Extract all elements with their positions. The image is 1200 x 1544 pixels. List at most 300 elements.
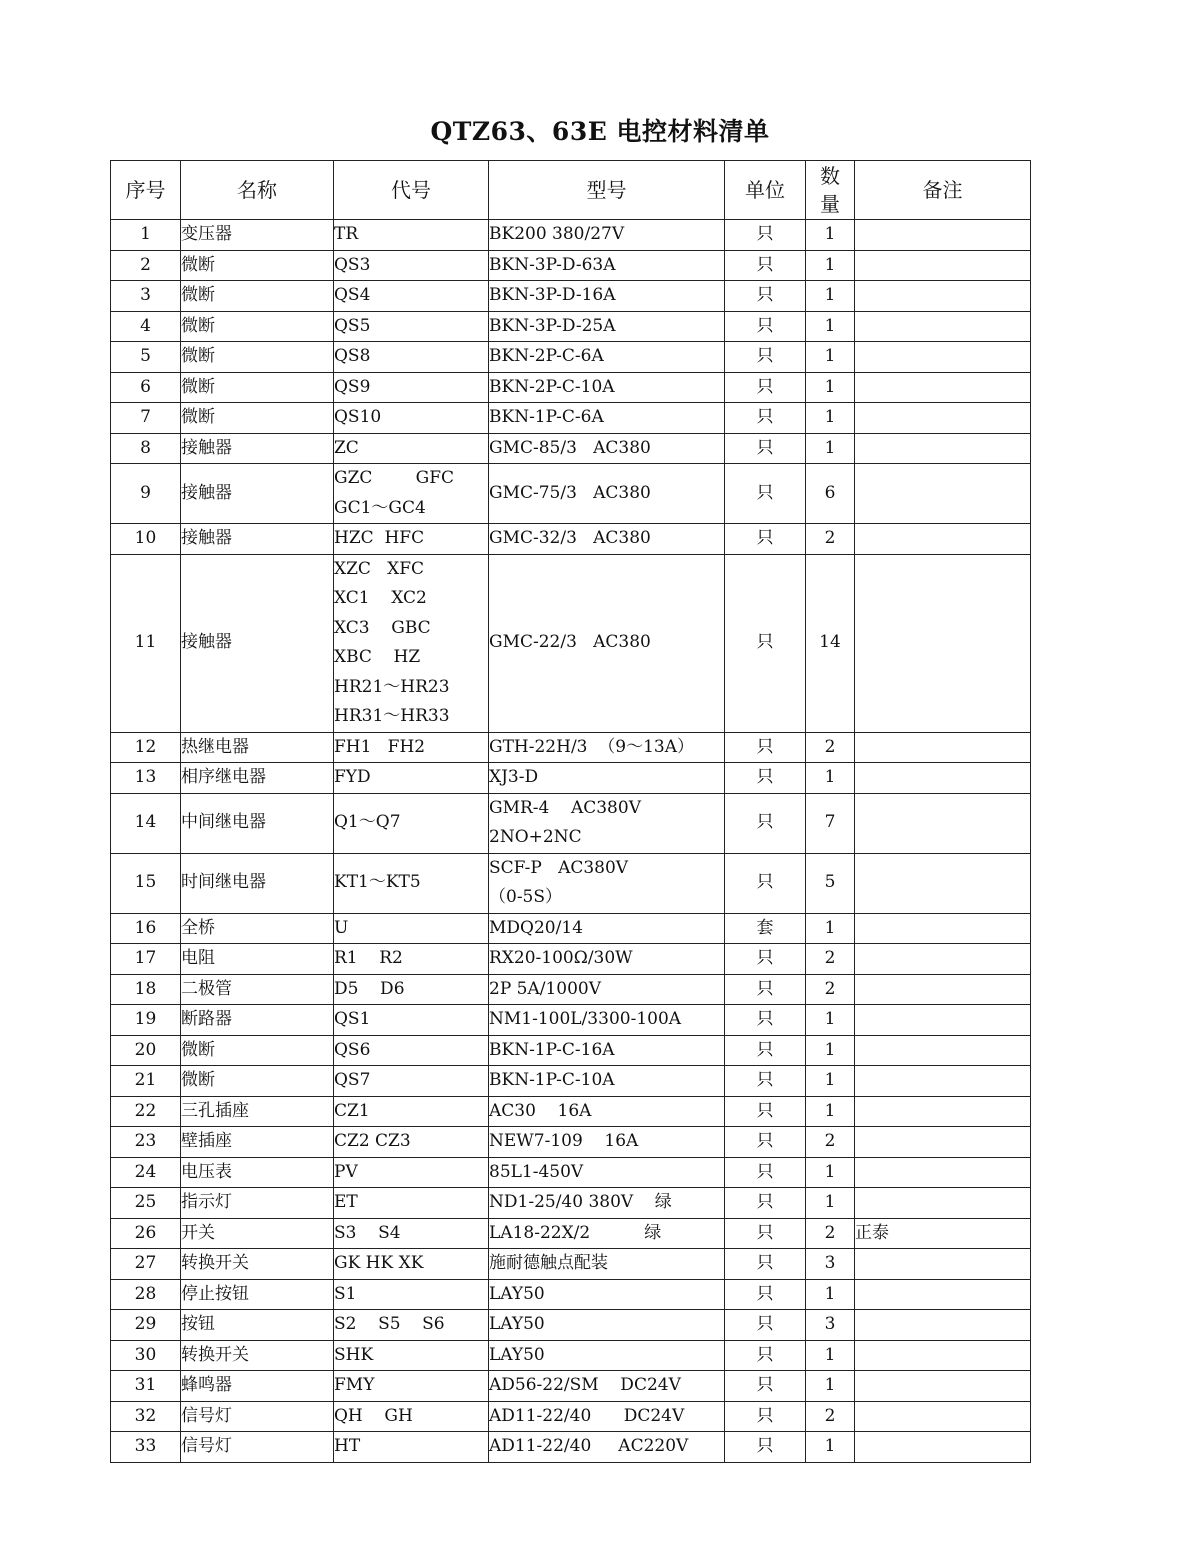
cell-note	[855, 554, 1031, 732]
header-note: 备注	[855, 161, 1031, 220]
cell-model	[489, 1096, 725, 1127]
cell-model	[489, 1005, 725, 1036]
cell-unit: 只	[725, 1279, 806, 1310]
cell-model-line: LAY50	[489, 1314, 545, 1334]
cell-name: 开关	[181, 1218, 334, 1249]
cell-model	[489, 1188, 725, 1219]
cell-model	[489, 1035, 725, 1066]
cell-model-line: BKN-1P-C-16A	[489, 1039, 615, 1060]
cell-code-line: XC1 XC2	[334, 588, 427, 608]
cell-model-line: BK200 380/27V	[489, 224, 625, 244]
cell-name: 断路器	[181, 1005, 334, 1036]
cell-name: 微断	[181, 1035, 334, 1066]
cell-note	[855, 944, 1031, 975]
table-row	[111, 1279, 1031, 1310]
cell-code-line: XZC XFC	[334, 558, 425, 579]
cell-name: 相序继电器	[181, 763, 334, 794]
cell-unit: 只	[725, 250, 806, 281]
cell-model	[489, 1218, 725, 1249]
header-qty: 数 量	[806, 161, 855, 220]
table-row	[111, 1188, 1031, 1219]
cell-note	[855, 1157, 1031, 1188]
cell-code	[334, 1340, 489, 1371]
cell-seq: 15	[111, 853, 181, 913]
cell-code-line: U	[334, 917, 349, 938]
cell-note	[855, 974, 1031, 1005]
cell-code	[334, 1157, 489, 1188]
cell-seq: 30	[111, 1340, 181, 1371]
table-row	[111, 944, 1031, 975]
cell-note	[855, 1279, 1031, 1310]
cell-seq: 7	[111, 403, 181, 434]
cell-note	[855, 1371, 1031, 1402]
cell-seq: 16	[111, 913, 181, 944]
cell-model-line: AD11-22/40 DC24V	[489, 1405, 685, 1426]
cell-unit: 只	[725, 524, 806, 555]
cell-note	[855, 342, 1031, 373]
cell-seq: 13	[111, 763, 181, 794]
cell-unit: 只	[725, 853, 806, 913]
cell-model-line: BKN-2P-C-6A	[489, 346, 604, 366]
cell-model	[489, 1157, 725, 1188]
cell-name: 二极管	[181, 974, 334, 1005]
cell-note	[855, 1340, 1031, 1371]
table-row	[111, 1005, 1031, 1036]
table-row	[111, 464, 1031, 524]
cell-note	[855, 853, 1031, 913]
cell-seq: 27	[111, 1249, 181, 1280]
cell-qty: 1	[806, 913, 855, 944]
cell-seq: 25	[111, 1188, 181, 1219]
cell-code-line: SHK	[334, 1344, 374, 1365]
cell-note	[855, 403, 1031, 434]
table-row	[111, 281, 1031, 312]
cell-unit: 只	[725, 1432, 806, 1463]
header-unit: 单位	[725, 161, 806, 220]
cell-model	[489, 974, 725, 1005]
cell-code	[334, 372, 489, 403]
cell-qty: 1	[806, 1157, 855, 1188]
header-seq: 序号	[111, 161, 181, 220]
table-row	[111, 311, 1031, 342]
table-row	[111, 220, 1031, 251]
cell-name: 微断	[181, 281, 334, 312]
cell-model-line: BKN-3P-D-63A	[489, 254, 616, 275]
cell-seq: 24	[111, 1157, 181, 1188]
table-row	[111, 1371, 1031, 1402]
cell-unit: 只	[725, 403, 806, 434]
cell-code	[334, 793, 489, 853]
cell-model	[489, 250, 725, 281]
cell-qty: 1	[806, 1005, 855, 1036]
cell-seq: 5	[111, 342, 181, 373]
cell-unit: 只	[725, 1310, 806, 1341]
cell-model-line: 2NO+2NC	[489, 827, 582, 847]
cell-code	[334, 1279, 489, 1310]
table-row	[111, 793, 1031, 853]
header-name: 名称	[181, 161, 334, 220]
cell-note	[855, 1066, 1031, 1097]
cell-model	[489, 1249, 725, 1280]
cell-name: 壁插座	[181, 1127, 334, 1158]
cell-code-line: GK HK XK	[334, 1253, 424, 1273]
cell-seq: 14	[111, 793, 181, 853]
cell-model-line: （0-5S）	[489, 887, 563, 907]
table-body	[111, 220, 1031, 1463]
cell-model	[489, 732, 725, 763]
cell-code	[334, 1432, 489, 1463]
cell-name: 微断	[181, 372, 334, 403]
cell-name: 接触器	[181, 464, 334, 524]
cell-seq: 32	[111, 1401, 181, 1432]
cell-note: 正泰	[855, 1218, 1031, 1249]
cell-model	[489, 1432, 725, 1463]
table-header-row	[111, 161, 1031, 220]
cell-unit: 只	[725, 1218, 806, 1249]
table-row	[111, 372, 1031, 403]
table-row	[111, 1035, 1031, 1066]
cell-code	[334, 1310, 489, 1341]
cell-note	[855, 464, 1031, 524]
cell-code	[334, 1218, 489, 1249]
cell-note	[855, 1401, 1031, 1432]
cell-model-line: GMR-4 AC380V	[489, 797, 641, 818]
cell-code	[334, 732, 489, 763]
table-row	[111, 913, 1031, 944]
cell-model	[489, 1127, 725, 1158]
table-row	[111, 853, 1031, 913]
table-row	[111, 250, 1031, 281]
cell-model-line: LA18-22X/2 绿	[489, 1222, 662, 1243]
cell-model	[489, 1066, 725, 1097]
cell-qty: 14	[806, 554, 855, 732]
cell-name: 信号灯	[181, 1432, 334, 1463]
cell-seq: 23	[111, 1127, 181, 1158]
cell-code-line: QS4	[334, 285, 371, 305]
cell-name: 转换开关	[181, 1340, 334, 1371]
cell-seq: 31	[111, 1371, 181, 1402]
cell-seq: 33	[111, 1432, 181, 1463]
cell-name: 电压表	[181, 1157, 334, 1188]
cell-code	[334, 220, 489, 251]
table-row	[111, 342, 1031, 373]
cell-qty: 1	[806, 220, 855, 251]
cell-name: 微断	[181, 311, 334, 342]
table-row	[111, 1218, 1031, 1249]
cell-code-line: PV	[334, 1161, 358, 1182]
cell-code	[334, 1096, 489, 1127]
cell-qty: 1	[806, 372, 855, 403]
table-row	[111, 1310, 1031, 1341]
cell-model	[489, 853, 725, 913]
cell-model	[489, 464, 725, 524]
cell-seq: 9	[111, 464, 181, 524]
cell-qty: 2	[806, 732, 855, 763]
cell-model	[489, 372, 725, 403]
cell-code	[334, 524, 489, 555]
cell-code	[334, 1066, 489, 1097]
cell-name: 停止按钮	[181, 1279, 334, 1310]
header-code: 代号	[334, 161, 489, 220]
cell-qty: 2	[806, 944, 855, 975]
cell-model	[489, 342, 725, 373]
cell-qty: 1	[806, 342, 855, 373]
cell-model	[489, 220, 725, 251]
header-model: 型号	[489, 161, 725, 220]
cell-model	[489, 944, 725, 975]
cell-code	[334, 250, 489, 281]
cell-qty: 3	[806, 1249, 855, 1280]
cell-qty: 2	[806, 974, 855, 1005]
cell-code-line: TR	[334, 224, 359, 244]
cell-unit: 只	[725, 1249, 806, 1280]
cell-unit: 只	[725, 1127, 806, 1158]
cell-note	[855, 1188, 1031, 1219]
cell-code-line: ZC	[334, 437, 359, 458]
cell-code-line: XBC HZ	[334, 647, 421, 667]
cell-code	[334, 311, 489, 342]
cell-note	[855, 913, 1031, 944]
cell-seq: 28	[111, 1279, 181, 1310]
cell-code-line: FYD	[334, 767, 371, 787]
cell-code	[334, 763, 489, 794]
cell-unit: 只	[725, 464, 806, 524]
cell-model-line: RX20-100Ω/30W	[489, 948, 633, 968]
table-row	[111, 554, 1031, 732]
cell-note	[855, 732, 1031, 763]
cell-unit: 只	[725, 944, 806, 975]
table-row	[111, 1401, 1031, 1432]
cell-note	[855, 524, 1031, 555]
cell-model-line: BKN-1P-C-6A	[489, 407, 604, 427]
cell-model	[489, 1279, 725, 1310]
cell-code-line: D5 D6	[334, 978, 405, 999]
cell-code	[334, 1371, 489, 1402]
cell-code-line: R1 R2	[334, 948, 403, 968]
cell-seq: 26	[111, 1218, 181, 1249]
cell-unit: 只	[725, 220, 806, 251]
cell-qty: 1	[806, 1371, 855, 1402]
cell-name: 时间继电器	[181, 853, 334, 913]
cell-code-line: QS5	[334, 315, 371, 336]
cell-note	[855, 433, 1031, 464]
cell-code-line: GZC GFC	[334, 468, 455, 488]
cell-qty: 1	[806, 1066, 855, 1097]
cell-qty: 1	[806, 1432, 855, 1463]
cell-name: 全桥	[181, 913, 334, 944]
cell-qty: 2	[806, 524, 855, 555]
cell-qty: 1	[806, 763, 855, 794]
table-row	[111, 403, 1031, 434]
cell-name: 微断	[181, 250, 334, 281]
cell-code-line: ET	[334, 1192, 358, 1212]
cell-model-line: GMC-22/3 AC380	[489, 632, 651, 653]
cell-unit: 只	[725, 1371, 806, 1402]
cell-code-line: HR21～HR23	[334, 676, 450, 697]
cell-note	[855, 1035, 1031, 1066]
cell-seq: 21	[111, 1066, 181, 1097]
cell-qty: 1	[806, 403, 855, 434]
cell-code-line: HZC HFC	[334, 528, 425, 548]
cell-code-line: HR31～HR33	[334, 706, 450, 726]
cell-model-line: ND1-25/40 380V 绿	[489, 1192, 672, 1212]
cell-code-line: QS1	[334, 1009, 371, 1029]
cell-qty: 6	[806, 464, 855, 524]
cell-model-line: NM1-100L/3300-100A	[489, 1009, 682, 1029]
cell-note	[855, 1005, 1031, 1036]
cell-name: 热继电器	[181, 732, 334, 763]
cell-model-line: GMC-32/3 AC380	[489, 528, 651, 548]
cell-unit: 套	[725, 913, 806, 944]
cell-name: 微断	[181, 1066, 334, 1097]
cell-model-line: BKN-3P-D-16A	[489, 285, 616, 305]
table-row	[111, 1127, 1031, 1158]
cell-unit: 只	[725, 1340, 806, 1371]
cell-model-line: AD56-22/SM DC24V	[489, 1375, 681, 1395]
table-row	[111, 1340, 1031, 1371]
cell-qty: 1	[806, 433, 855, 464]
cell-unit: 只	[725, 732, 806, 763]
cell-code	[334, 433, 489, 464]
cell-qty: 1	[806, 1279, 855, 1310]
table-row	[111, 763, 1031, 794]
cell-model-line: NEW7-109 16A	[489, 1131, 639, 1151]
cell-qty: 2	[806, 1218, 855, 1249]
cell-model-line: GTH-22H/3 （9～13A）	[489, 736, 695, 757]
cell-name: 微断	[181, 342, 334, 373]
cell-model	[489, 1310, 725, 1341]
cell-unit: 只	[725, 1188, 806, 1219]
cell-unit: 只	[725, 281, 806, 312]
table-row	[111, 1249, 1031, 1280]
cell-code-line: QS10	[334, 407, 382, 427]
cell-unit: 只	[725, 1035, 806, 1066]
cell-model	[489, 913, 725, 944]
cell-code-line: QS3	[334, 254, 371, 275]
cell-seq: 10	[111, 524, 181, 555]
cell-code-line: GC1～GC4	[334, 497, 426, 518]
cell-model	[489, 1371, 725, 1402]
cell-code-line: HT	[334, 1436, 361, 1456]
cell-qty: 1	[806, 250, 855, 281]
cell-note	[855, 1127, 1031, 1158]
cell-code	[334, 1005, 489, 1036]
cell-name: 微断	[181, 403, 334, 434]
cell-qty: 2	[806, 1401, 855, 1432]
cell-name: 接触器	[181, 524, 334, 555]
cell-code-line: QH GH	[334, 1405, 413, 1426]
cell-model-line: 2P 5A/1000V	[489, 978, 602, 999]
cell-note	[855, 250, 1031, 281]
cell-code	[334, 342, 489, 373]
cell-code-line: CZ2 CZ3	[334, 1131, 411, 1151]
cell-unit: 只	[725, 974, 806, 1005]
table-row	[111, 732, 1031, 763]
cell-model-line: AD11-22/40 AC220V	[489, 1436, 689, 1456]
cell-qty: 1	[806, 1188, 855, 1219]
cell-qty: 3	[806, 1310, 855, 1341]
cell-qty: 1	[806, 281, 855, 312]
cell-name: 转换开关	[181, 1249, 334, 1280]
cell-seq: 12	[111, 732, 181, 763]
cell-seq: 17	[111, 944, 181, 975]
cell-note	[855, 1310, 1031, 1341]
cell-unit: 只	[725, 1066, 806, 1097]
cell-note	[855, 1249, 1031, 1280]
cell-seq: 1	[111, 220, 181, 251]
cell-qty: 2	[806, 1127, 855, 1158]
cell-name: 电阻	[181, 944, 334, 975]
cell-model-line: GMC-75/3 AC380	[489, 482, 651, 503]
cell-name: 变压器	[181, 220, 334, 251]
cell-code	[334, 853, 489, 913]
cell-code-line: QS9	[334, 376, 371, 397]
cell-qty: 7	[806, 793, 855, 853]
cell-model-line: AC30 16A	[489, 1100, 592, 1121]
cell-qty: 1	[806, 1035, 855, 1066]
cell-note	[855, 311, 1031, 342]
cell-note	[855, 763, 1031, 794]
cell-code-line: S1	[334, 1283, 357, 1304]
cell-code-line: QS6	[334, 1039, 371, 1060]
cell-code-line: S3 S4	[334, 1222, 401, 1243]
cell-model-line: BKN-3P-D-25A	[489, 315, 616, 336]
cell-code-line: FH1 FH2	[334, 736, 426, 757]
cell-model	[489, 433, 725, 464]
materials-table	[110, 160, 1031, 1463]
cell-code	[334, 1188, 489, 1219]
cell-unit: 只	[725, 311, 806, 342]
cell-unit: 只	[725, 1005, 806, 1036]
cell-model-line: BKN-1P-C-10A	[489, 1070, 615, 1090]
cell-unit: 只	[725, 1157, 806, 1188]
cell-model-line: SCF-P AC380V	[489, 857, 629, 878]
cell-qty: 1	[806, 311, 855, 342]
cell-seq: 6	[111, 372, 181, 403]
cell-code	[334, 554, 489, 732]
cell-model	[489, 554, 725, 732]
cell-code	[334, 913, 489, 944]
cell-note	[855, 372, 1031, 403]
cell-code-line: FMY	[334, 1375, 375, 1395]
cell-seq: 20	[111, 1035, 181, 1066]
table-row	[111, 1066, 1031, 1097]
cell-qty: 1	[806, 1340, 855, 1371]
table-row	[111, 974, 1031, 1005]
cell-model-line: BKN-2P-C-10A	[489, 376, 615, 397]
cell-model-line: XJ3-D	[489, 767, 539, 787]
cell-code-line: QS8	[334, 346, 371, 366]
cell-name: 三孔插座	[181, 1096, 334, 1127]
cell-model	[489, 281, 725, 312]
cell-code	[334, 403, 489, 434]
table-row	[111, 1432, 1031, 1463]
cell-model	[489, 403, 725, 434]
cell-model	[489, 763, 725, 794]
cell-seq: 2	[111, 250, 181, 281]
cell-code	[334, 1127, 489, 1158]
cell-code-line: CZ1	[334, 1100, 370, 1121]
cell-name: 中间继电器	[181, 793, 334, 853]
cell-note	[855, 1432, 1031, 1463]
cell-model	[489, 1340, 725, 1371]
cell-code-line: S2 S5 S6	[334, 1314, 445, 1334]
cell-unit: 只	[725, 793, 806, 853]
cell-code	[334, 464, 489, 524]
cell-name: 信号灯	[181, 1401, 334, 1432]
cell-unit: 只	[725, 342, 806, 373]
cell-model-line: MDQ20/14	[489, 917, 583, 938]
